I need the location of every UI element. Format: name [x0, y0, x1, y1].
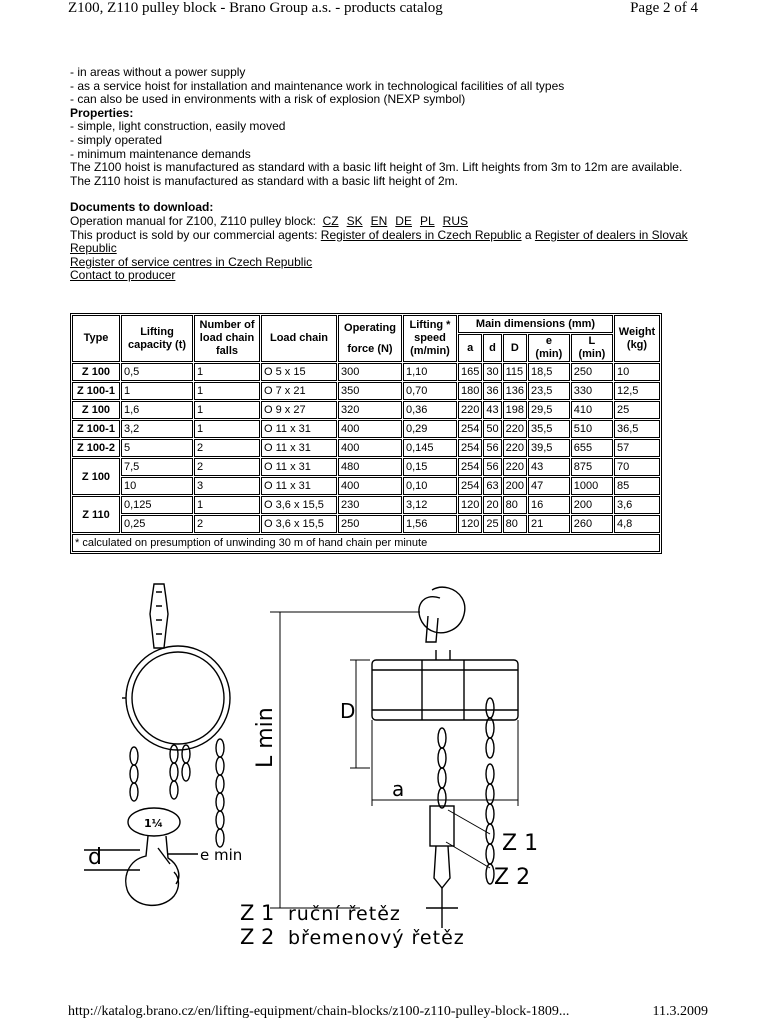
table-row [72, 477, 660, 495]
table-header-row [72, 315, 660, 333]
table-footnote-row [72, 534, 660, 552]
cell-a: 165 [458, 363, 482, 381]
product-description [70, 66, 700, 283]
cell-e: 35,5 [528, 420, 570, 438]
hand-chain-left [130, 747, 138, 801]
page-number: Page 2 of 4 [630, 0, 698, 16]
cell-chain: O 5 x 15 [261, 363, 337, 381]
cell-type: Z 100-2 [72, 439, 120, 457]
header-e: e (min) [528, 334, 570, 362]
header-force-bottom: force (N) [347, 342, 393, 355]
cell-a: 120 [458, 515, 482, 533]
cell-e: 29,5 [528, 401, 570, 419]
property-item: - minimum maintenance demands [70, 146, 251, 161]
header-chain: Load chain [261, 315, 337, 362]
cell-capacity: 0,5 [121, 363, 193, 381]
label-lmin: L min [253, 707, 278, 768]
cell-d: 20 [483, 496, 501, 514]
cell-falls: 1 [194, 382, 260, 400]
cell-falls: 2 [194, 515, 260, 533]
dealers-cz-link[interactable]: Register of dealers in Czech Republic [320, 227, 522, 242]
cell-L: 410 [571, 401, 613, 419]
service-centres-link[interactable]: Register of service centres in Czech Republic [70, 254, 313, 269]
table-footnote: * calculated on presumption of unwinding 30 m of hand chain per minute [72, 534, 660, 552]
description-z100: The Z100 hoist is manufactured as standard with a basic lift height of 3m. Lift heights from 3m to 12m are available. [70, 160, 683, 175]
cell-a: 254 [458, 477, 482, 495]
manual-link-sk[interactable]: SK [346, 213, 363, 228]
intro-line: - in areas without a power supply [70, 65, 246, 79]
cell-e: 47 [528, 477, 570, 495]
cell-speed: 1,56 [403, 515, 457, 533]
cell-chain: O 7 x 21 [261, 382, 337, 400]
table-row [72, 496, 660, 514]
table-row [72, 439, 660, 457]
manual-text: Operation manual for Z100, Z110 pulley block: [70, 213, 316, 228]
cell-weight: 3,6 [614, 496, 660, 514]
hand-chain-right [216, 739, 224, 847]
header-falls: Number of load chain falls [194, 315, 260, 362]
cell-a: 120 [458, 496, 482, 514]
header-weight: Weight (kg) [614, 315, 660, 362]
cell-falls: 1 [194, 363, 260, 381]
cell-falls: 1 [194, 420, 260, 438]
cell-capacity: 10 [121, 477, 193, 495]
dealers-sk-link[interactable]: Register of dealers in Slovak Republic [70, 227, 688, 256]
cell-chain: O 11 x 31 [261, 477, 337, 495]
cell-capacity: 0,125 [121, 496, 193, 514]
cell-weight: 12,5 [614, 382, 660, 400]
cell-d: 56 [483, 458, 501, 476]
cell-weight: 36,5 [614, 420, 660, 438]
cell-e: 43 [528, 458, 570, 476]
manual-link-de[interactable]: DE [395, 213, 412, 228]
cell-L: 655 [571, 439, 613, 457]
header-d: d [483, 334, 501, 362]
cell-a: 254 [458, 439, 482, 457]
load-badge: 1¼ [144, 817, 164, 830]
cell-speed: 3,12 [403, 496, 457, 514]
cell-capacity: 0,25 [121, 515, 193, 533]
cell-L: 200 [571, 496, 613, 514]
cell-force: 400 [338, 477, 402, 495]
cell-L: 510 [571, 420, 613, 438]
cell-speed: 0,29 [403, 420, 457, 438]
label-d: d [88, 845, 102, 870]
cell-d: 63 [483, 477, 501, 495]
agents-connector: a [524, 227, 532, 242]
cell-force: 400 [338, 420, 402, 438]
cell-e: 18,5 [528, 363, 570, 381]
legend-z2-text: břemenový řetěz [288, 927, 465, 948]
cell-D: 220 [503, 420, 527, 438]
table-row [72, 401, 660, 419]
label-z2: Z 2 [494, 865, 531, 890]
cell-weight: 25 [614, 401, 660, 419]
cell-D: 220 [503, 439, 527, 457]
cell-type: Z 100 [72, 458, 120, 495]
cell-D: 80 [503, 496, 527, 514]
table-row [72, 382, 660, 400]
cell-chain: O 11 x 31 [261, 439, 337, 457]
manual-languages [319, 214, 476, 228]
cell-L: 1000 [571, 477, 613, 495]
contact-producer-link[interactable]: Contact to producer [70, 268, 176, 283]
cell-type: Z 100-1 [72, 420, 120, 438]
page-header [0, 0, 768, 20]
documents-heading: Documents to download: [70, 200, 214, 215]
cell-a: 180 [458, 382, 482, 400]
legend-z1-code: Z 1 [240, 901, 275, 925]
header-D: D [503, 334, 527, 362]
header-a: a [458, 334, 482, 362]
cell-d: 36 [483, 382, 501, 400]
cell-chain: O 9 x 27 [261, 401, 337, 419]
header-force [338, 315, 402, 362]
cell-force: 350 [338, 382, 402, 400]
properties-heading: Properties: [70, 105, 134, 120]
cell-D: 220 [503, 458, 527, 476]
cell-force: 250 [338, 515, 402, 533]
cell-weight: 10 [614, 363, 660, 381]
manual-line [70, 215, 700, 229]
cell-d: 56 [483, 439, 501, 457]
header-L: L (min) [571, 334, 613, 362]
page-title: Z100, Z110 pulley block - Brano Group a.s. - products catalog [68, 0, 443, 16]
header-main-dimensions: Main dimensions (mm) [458, 315, 613, 333]
property-item: - simply operated [70, 132, 163, 147]
cell-d: 50 [483, 420, 501, 438]
cell-falls: 2 [194, 439, 260, 457]
cell-chain: O 3,6 x 15,5 [261, 496, 337, 514]
cell-L: 250 [571, 363, 613, 381]
header-force-top: Operating [344, 321, 396, 334]
cell-type: Z 100-1 [72, 382, 120, 400]
header-type: Type [72, 315, 120, 362]
cell-weight: 57 [614, 439, 660, 457]
intro-line: - can also be used in environments with a risk of explosion (NEXP symbol) [70, 92, 466, 107]
label-z1: Z 1 [502, 831, 539, 856]
cell-a: 220 [458, 401, 482, 419]
table-row [72, 458, 660, 476]
table-row [72, 515, 660, 533]
lmin-dimension [270, 612, 420, 908]
cell-D: 136 [503, 382, 527, 400]
page-footer [68, 1004, 708, 1020]
cell-d: 43 [483, 401, 501, 419]
cell-capacity: 1,6 [121, 401, 193, 419]
cell-falls: 3 [194, 477, 260, 495]
cell-weight: 4,8 [614, 515, 660, 533]
cell-force: 400 [338, 439, 402, 457]
cell-L: 875 [571, 458, 613, 476]
legend-z1-text: ruční řetěz [288, 903, 401, 925]
cell-e: 39,5 [528, 439, 570, 457]
cell-type: Z 110 [72, 496, 120, 533]
label-a: a [392, 777, 405, 801]
cell-speed: 0,145 [403, 439, 457, 457]
cell-type: Z 100 [72, 363, 120, 381]
cell-speed: 0,10 [403, 477, 457, 495]
cell-a: 254 [458, 420, 482, 438]
specifications-table [70, 313, 662, 554]
hand-chain-mid [170, 745, 190, 799]
cell-e: 21 [528, 515, 570, 533]
cell-D: 198 [503, 401, 527, 419]
cell-d: 30 [483, 363, 501, 381]
hoist-technical-drawing [70, 578, 670, 948]
cell-chain: O 11 x 31 [261, 420, 337, 438]
cell-weight: 70 [614, 458, 660, 476]
cell-capacity: 7,5 [121, 458, 193, 476]
cell-force: 480 [338, 458, 402, 476]
description-z110: The Z110 hoist is manufactured as standard with a basic lift height of 2m. [70, 173, 458, 188]
manual-link-en[interactable]: EN [370, 213, 388, 228]
cell-a: 254 [458, 458, 482, 476]
cell-type: Z 100 [72, 401, 120, 419]
header-capacity: Lifting capacity (t) [121, 315, 193, 362]
table-row [72, 420, 660, 438]
cell-D: 80 [503, 515, 527, 533]
label-emin: e min [200, 846, 243, 864]
agents-line [70, 229, 700, 256]
cell-speed: 0,36 [403, 401, 457, 419]
cell-D: 200 [503, 477, 527, 495]
cell-e: 16 [528, 496, 570, 514]
manual-link-cz[interactable]: CZ [322, 213, 339, 228]
legend-z2-code: Z 2 [240, 925, 275, 948]
property-item: - simple, light construction, easily moved [70, 119, 286, 134]
cell-D: 115 [503, 363, 527, 381]
cell-falls: 1 [194, 401, 260, 419]
cell-d: 25 [483, 515, 501, 533]
cell-capacity: 1 [121, 382, 193, 400]
cell-e: 23,5 [528, 382, 570, 400]
manual-link-pl[interactable]: PL [419, 213, 435, 228]
cell-force: 300 [338, 363, 402, 381]
cell-speed: 1,10 [403, 363, 457, 381]
cell-speed: 0,70 [403, 382, 457, 400]
cell-L: 260 [571, 515, 613, 533]
cell-capacity: 3,2 [121, 420, 193, 438]
cell-falls: 1 [194, 496, 260, 514]
cell-chain: O 11 x 31 [261, 458, 337, 476]
front-view [350, 587, 518, 928]
table-row [72, 363, 660, 381]
intro-line: - as a service hoist for installation and maintenance work in technological facilities of all types [70, 78, 565, 93]
footer-date: 11.3.2009 [652, 1004, 708, 1019]
footer-url: http://katalog.brano.cz/en/lifting-equipment/chain-blocks/z100-z110-pulley-block-1809... [68, 1004, 570, 1019]
cell-weight: 85 [614, 477, 660, 495]
cell-L: 330 [571, 382, 613, 400]
label-D: D [340, 699, 356, 723]
header-speed: Lifting * speed (m/min) [403, 315, 457, 362]
cell-falls: 2 [194, 458, 260, 476]
cell-capacity: 5 [121, 439, 193, 457]
cell-force: 230 [338, 496, 402, 514]
cell-force: 320 [338, 401, 402, 419]
cell-speed: 0,15 [403, 458, 457, 476]
manual-link-rus[interactable]: RUS [442, 213, 468, 228]
cell-chain: O 3,6 x 15,5 [261, 515, 337, 533]
agents-text: This product is sold by our commercial agents: [70, 227, 318, 242]
